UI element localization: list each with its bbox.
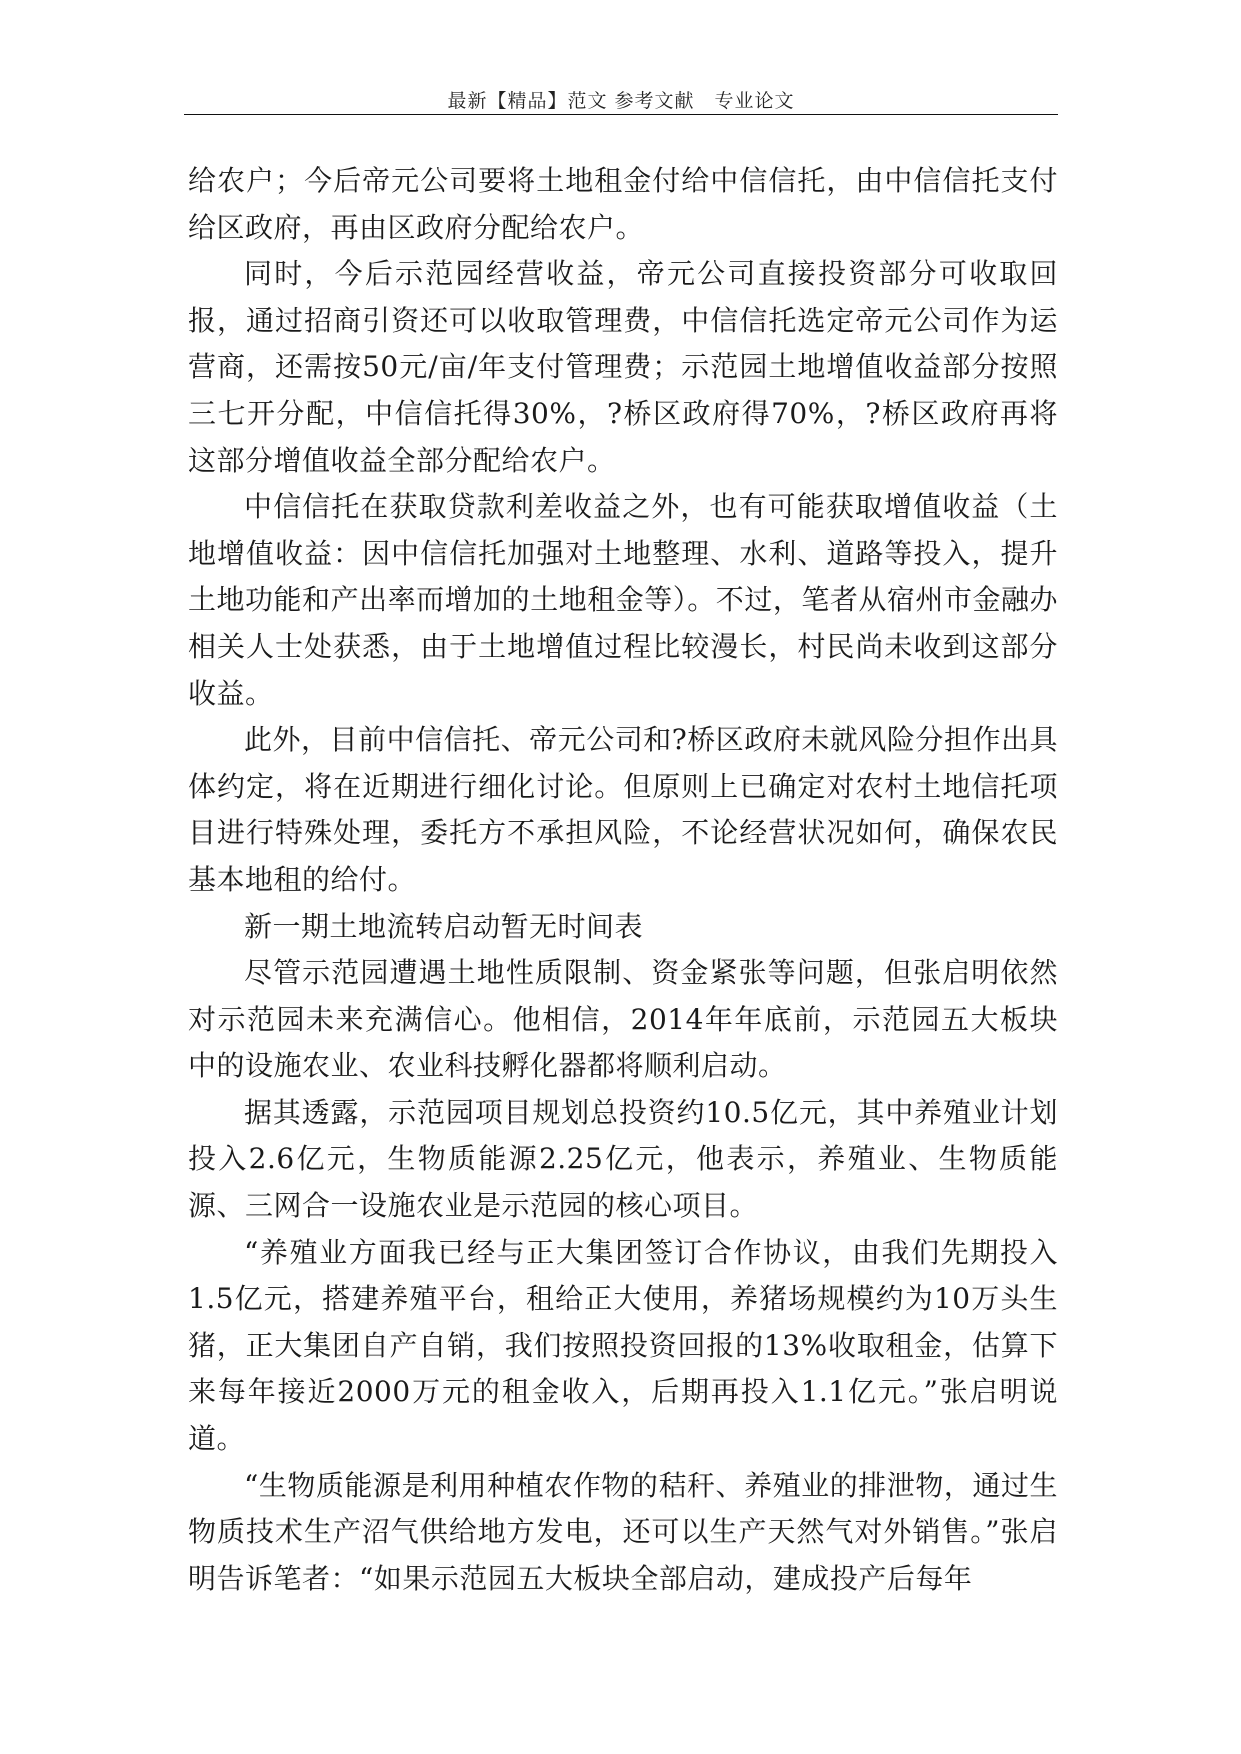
paragraph-6: 据其透露，示范园项目规划总投资约10.5亿元，其中养殖业计划投入2.6亿元，生物质能源2.25亿元，他表示，养殖业、生物质能源、三网合一设施农业是示范园的核心项目。 — [188, 1095, 1058, 1223]
paragraph-4: 此外，目前中信信托、帝元公司和?桥区政府未就风险分担作出具体约定，将在近期进行细化讨论。但原则上已确定对农村土地信托项目进行特殊处理，委托方不承担风险，不论经营状况如何，确保农民基本地租的给付。 — [188, 723, 1058, 896]
paragraph-3: 中信信托在获取贷款利差收益之外，也有可能获取增值收益（土地增值收益：因中信信托加强对土地整理、水利、道路等投入，提升土地功能和产出率而增加的土地租金等）。不过，笔者从宿州市金融办相关人士处获悉，由于土地增值过程比较漫长，村民尚未收到这部分收益。 — [188, 490, 1058, 710]
paragraph-8: “生物质能源是利用种植农作物的秸秆、养殖业的排泄物，通过生物质技术生产沼气供给地方发电，还可以生产天然气对外销售。”张启明告诉笔者：“如果示范园五大板块全部启动，建成投产后每年 — [188, 1468, 1058, 1595]
article-body — [188, 158, 1058, 1602]
paragraph-2: 同时，今后示范园经营收益，帝元公司直接投资部分可收取回报，通过招商引资还可以收取管理费，中信信托选定帝元公司作为运营商，还需按50元/亩/年支付管理费；示范园土地增值收益部分按照三七开分配，中信信托得30%，?桥区政府得70%，?桥区政府再将这部分增值收益全部分配给农户。 — [188, 257, 1058, 477]
header-divider — [184, 114, 1058, 115]
section-heading: 新一期土地流转启动暂无时间表 — [244, 909, 644, 943]
paragraph-5: 尽管示范园遭遇土地性质限制、资金紧张等问题，但张启明依然对示范园未来充满信心。他相信，2014年年底前，示范园五大板块中的设施农业、农业科技孵化器都将顺利启动。 — [188, 956, 1058, 1083]
paragraph-7: “养殖业方面我已经与正大集团签订合作协议，由我们先期投入1.5亿元，搭建养殖平台，租给正大使用，养猪场规模约为10万头生猪，正大集团自产自销，我们按照投资回报的13%收取租金，估算下来每年接近2000万元的租金收入，后期再投入1.1亿元。”张启明说道。 — [188, 1235, 1058, 1456]
paragraph-1: 给农户；今后帝元公司要将土地租金付给中信信托，由中信信托支付给区政府，再由区政府分配给农户。 — [188, 164, 1058, 244]
page-header: 最新【精品】范文 参考文献 专业论文 — [447, 90, 795, 112]
